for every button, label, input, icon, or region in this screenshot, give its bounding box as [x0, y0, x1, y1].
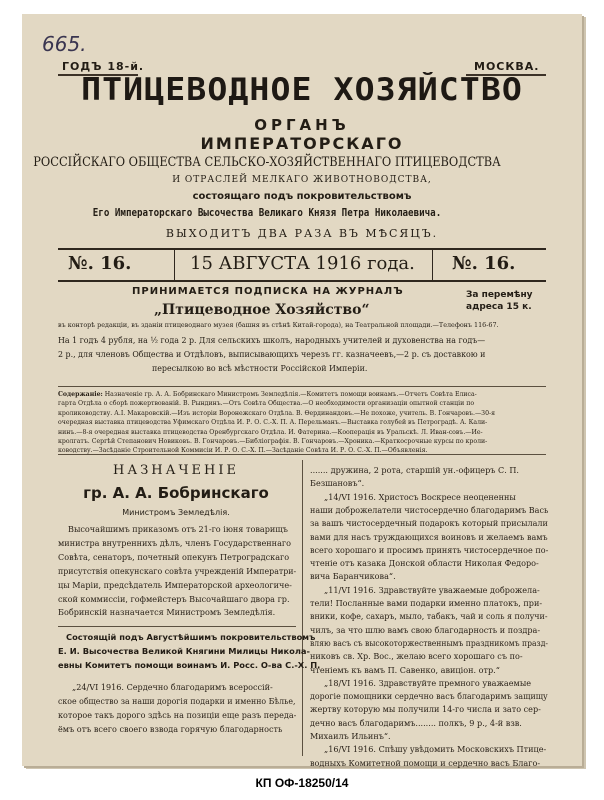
subscription-line-2: На 1 годъ 4 рубля, на ½ года 2 р. Для сельскихъ школъ, народныхъ учителей и духовенства на годъ— [58, 336, 486, 345]
appointment-line: Высочайшимъ приказомъ отъ 21-го іюня товарищъ [68, 524, 288, 534]
contents-line-5: нинъ.—8-я очередная выставка птицеводства Оренбургскаго Отдѣла. И. Фатерина.—Кооперація въ Уральскѣ. Л. Иван-совъ.—Ие- [58, 428, 483, 436]
society-name: РОССІЙСКАГО ОБЩЕСТВА СЕЛЬСКО-ХОЗЯЙСТВЕННАГО ПТИЦЕВОДСТВА [33, 155, 501, 170]
newspaper-page [22, 14, 582, 766]
address-change-2: адреса 15 к. [466, 302, 532, 312]
issue-number-right: №. 16. [452, 253, 516, 274]
committee-heading-line: Состоящій подъ Августѣйшимъ покровительствомъ [66, 632, 316, 642]
contents-line-6: кролгатъ. Сергѣй Степанович Новиковъ. В. Гончаровъ.—Библіографія. В. Гончаровъ.—Хроника.—Краткосрочные курсы по кроли- [58, 438, 488, 445]
archive-number: 665. [42, 32, 87, 56]
contents-line-1 [58, 390, 477, 399]
subscription-journal: „Птицеводное Хозяйство“ [154, 302, 370, 318]
subscription-line-3: 2 р., для членовъ Общества и Отдѣловъ, выписывающихъ черезъ гг. казначеевъ,—2 р. съ доставкою и [58, 350, 486, 359]
letter-line: дечно васъ благодаримъ........ полкъ, 9 р., 4-й взв. [310, 717, 522, 728]
letter-line: чилъ, за что шлю вамъ свою благодарность и поздра- [310, 624, 541, 635]
letter-line: „14/VI 1916. Христосъ Воскресе неоцененны [324, 491, 516, 502]
letter-line: жертву которую мы получили 14-го числа и зато сер- [310, 704, 541, 715]
letter-line: вича Баранчикова“. [310, 571, 396, 582]
letter-line: Безшановъ“. [310, 478, 365, 489]
subscription-line-4: пересылкою во всѣ мѣстности Россійской Имперіи. [152, 364, 368, 373]
left-column-rule [58, 626, 296, 627]
issue-number-left: №. 16. [68, 253, 132, 274]
letter-line: ....... дружина, 2 рота, старшій ун.-офицеръ С. П. [310, 465, 519, 475]
letter-line: Михаилъ Ильинъ“. [310, 731, 391, 741]
imperial-label: ИМПЕРАТОРСКАГО [200, 134, 404, 153]
appointment-line: министра внутреннихъ дѣлъ, членъ Государственнаго [58, 537, 292, 548]
letter-line: тели! Посланные вами подарки именно платокъ, при- [310, 598, 543, 608]
newspaper-title: ПТИЦЕВОДНОЕ ХОЗЯЙСТВО [81, 72, 523, 108]
letter-line: всего хорошаго и просимъ принять чистосердечное по- [310, 544, 549, 555]
letter-line: водныхъ Комитетной помощи и сердечно васъ Благо- [310, 757, 541, 768]
appointment-line: цы Маріи, предсѣдатель Императорской археологиче- [58, 579, 292, 590]
appointment-line: Совѣта, сенаторъ, почетный опекунъ Петроградскаго [58, 551, 290, 562]
column-divider [302, 460, 303, 756]
committee-line: которое такъ дорого здѣсь на позиціи еще разъ переда- [58, 709, 297, 720]
letter-line: наши доброжелатели чистосердечно благодаримъ Вась [310, 504, 549, 515]
contents-rule-bottom [58, 454, 546, 455]
appointment-line: Бобринскій назначается Министромъ Земледѣлія. [58, 607, 276, 618]
city-label: МОСКВА. [474, 60, 540, 73]
branches-label: И ОТРАСЛЕЙ МЕЛКАГО ЖИВОТНОВОДСТВА, [172, 175, 432, 185]
archive-stamp: КП ОФ-18250/14 [255, 776, 349, 790]
committee-heading-line: евны Комитетъ помощи воинамъ И. Росс. О-ва С.-Х. П. [58, 659, 321, 670]
letter-line: „18/VI 1916. Здравствуйте премного уважаемые [324, 677, 532, 688]
year-label: ГОДЪ 18-й. [62, 60, 145, 73]
letter-line: за вашъ чистосердечный подарокъ который присылали [310, 518, 548, 529]
organ-label: ОРГАНЪ [254, 116, 350, 134]
letter-line: вами для насъ труждающихся воиновъ и желаемъ вамъ [310, 531, 548, 542]
contents-line-7: ководству.—Засѣданіе Строительной Коммисіи И. Р. О. С.-Х. П.—Засѣданіе Совѣта И. Р. О. С.-Х. П.—Объявленія. [58, 447, 428, 455]
appointment-line: ской коммиссіи, гофмейстеръ Высочайшаго двора гр. [58, 593, 290, 604]
letter-line: дорогіе помощники сердечно васъ благодаримъ защищу [310, 691, 548, 702]
appointment-name: гр. А. А. Бобринскаго [83, 484, 269, 502]
address-change-1: За перемѣну [466, 290, 533, 300]
subscription-line-1: въ конторѣ редакціи, въ зданіи птицеводнаго музея (башня въ стѣнѣ Китай-города), на Театральной площади.—Телефонъ 116-67. [58, 321, 499, 329]
patron-name: Его Императорскаго Высочества Великаго Князя Петра Николаевича. [92, 207, 442, 219]
subscription-heading: ПРИНИМАЕТСЯ ПОДПИСКА НА ЖУРНАЛЪ [132, 286, 404, 297]
contents-line-4: очередная выставка птицеводства Уфимскаго Отдѣла И. Р. О. С.-Х. П. А. Перельманъ.—Выставка голубей въ Петроградѣ. А. Кали- [58, 419, 488, 427]
letter-line: вники, кофе, сахаръ, мыло, табакъ, чай и соль я получи- [310, 611, 548, 622]
letter-line: чтеніе отъ казака Донской области Николая Федоро- [310, 558, 539, 569]
letter-line: „11/VI 1916. Здравствуйте уважаемые доброжела- [324, 584, 540, 595]
appointment-line: присутствія опекунскаго совѣта учрежденій Императри- [58, 565, 297, 576]
committee-line: ёмъ отъ всего своего взвода горячую благодарность [58, 723, 283, 734]
contents-label: Содержаніе: [58, 391, 103, 398]
contents-line-3: кролиководству. А.І. Макаровскій.—Изъ исторіи Воронежскаго Отдѣла. В. Ѳердинандовъ.—Не похоже, учитель. В. Гончаровъ.—30-я [58, 409, 495, 417]
issue-bar [58, 248, 546, 282]
frequency-label: ВЫХОДИТЪ ДВА РАЗА ВЪ МѢСЯЦЪ. [165, 227, 439, 240]
appointment-heading: НАЗНАЧЕНІЕ [113, 463, 239, 478]
letter-line: вляю васъ съ высокоторжественнымъ праздникомъ празд- [310, 637, 548, 648]
issue-date: 15 АВГУСТА 1916 года. [190, 253, 415, 274]
letter-line: никовъ св. Хр. Вос., желаю всего хорошаго съ по- [310, 651, 523, 662]
committee-heading-line: Е. И. Высочества Великой Княгини Милицы Никола- [58, 645, 310, 656]
letter-line: чтеніемъ къ вамъ П. Савенко, авиціон. отр.“ [310, 664, 500, 675]
committee-line: „24/VI 1916. Сердечно благодаримъ всероссій- [72, 682, 273, 692]
contents-rule-top [58, 386, 546, 387]
contents-text-1: Назначеніе гр. А. А. Бобринскаго Министромъ Земледѣлія.—Комитетъ помощи воинамъ.—Отчетъ Совѣта Елиса- [104, 391, 477, 398]
contents-line-2: гарта Отдѣла о сборѣ пожертвованій. В. Рындинъ.—Отъ Совѣта Общества.—О необходимости организаціи опытной станціи по [58, 400, 475, 408]
letter-line: „16/VI 1916. Спѣшу увѣдомить Московскихъ Птице- [324, 744, 547, 755]
appointment-subtitle: Министромъ Земледѣлія. [122, 508, 230, 517]
committee-line: ское общество за наши дорогія подарки и именно Бѣлье, [58, 695, 296, 706]
patronage-label: состоящаго подъ покровительствомъ [192, 191, 412, 202]
